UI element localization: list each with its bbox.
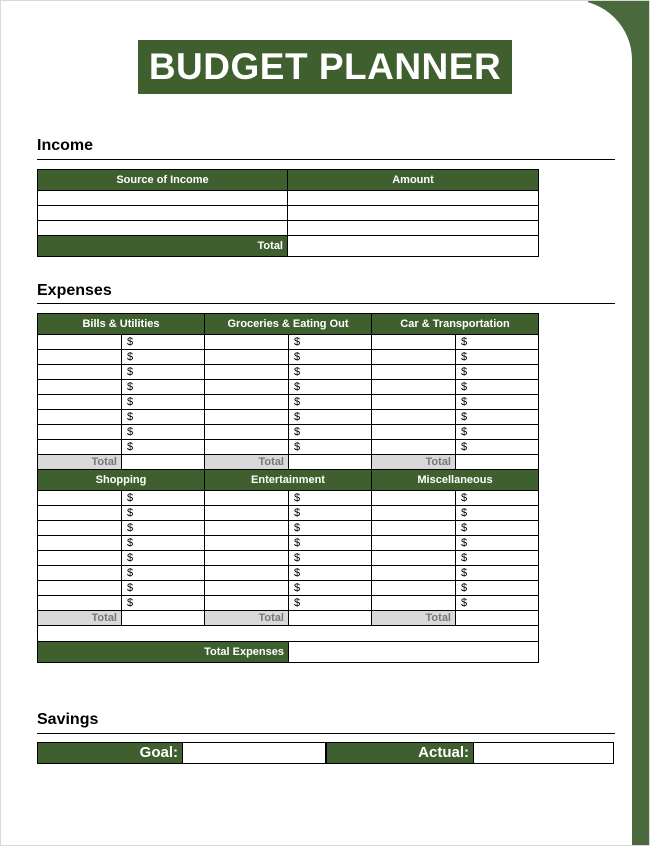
expense-item-cell[interactable]: [38, 566, 122, 581]
expense-item-cell[interactable]: [372, 521, 456, 536]
expense-amount-cell[interactable]: $: [289, 365, 372, 380]
income-amount-cell[interactable]: [288, 206, 539, 221]
expense-item-cell[interactable]: [205, 410, 289, 425]
category-header: Entertainment: [205, 470, 372, 491]
expense-amount-cell[interactable]: $: [122, 506, 205, 521]
expense-item-cell[interactable]: [372, 506, 456, 521]
expense-item-cell[interactable]: [205, 395, 289, 410]
expense-amount-cell[interactable]: $: [289, 521, 372, 536]
expense-amount-cell[interactable]: $: [456, 425, 539, 440]
expense-item-cell[interactable]: [205, 596, 289, 611]
expense-amount-cell[interactable]: $: [289, 551, 372, 566]
expense-item-cell[interactable]: [38, 596, 122, 611]
expense-amount-cell[interactable]: $: [456, 551, 539, 566]
expense-amount-cell[interactable]: $: [289, 596, 372, 611]
expense-item-cell[interactable]: [372, 596, 456, 611]
category-total-cell[interactable]: [122, 611, 205, 626]
expense-item-cell[interactable]: [38, 506, 122, 521]
income-rule: [37, 159, 615, 160]
income-source-header: Source of Income: [38, 170, 288, 191]
expense-amount-cell[interactable]: $: [122, 395, 205, 410]
expense-item-cell[interactable]: [205, 335, 289, 350]
expense-item-cell[interactable]: [372, 581, 456, 596]
expense-amount-cell[interactable]: $: [122, 596, 205, 611]
expense-amount-cell[interactable]: $: [289, 566, 372, 581]
expense-item-cell[interactable]: [205, 380, 289, 395]
expense-item-cell[interactable]: [372, 410, 456, 425]
savings-row: [37, 742, 614, 764]
expense-item-cell[interactable]: [38, 350, 122, 365]
income-source-cell[interactable]: [38, 191, 288, 206]
category-header: Shopping: [38, 470, 205, 491]
expense-item-cell[interactable]: [38, 335, 122, 350]
expense-item-cell[interactable]: [205, 506, 289, 521]
expense-amount-cell[interactable]: $: [456, 380, 539, 395]
expense-item-cell[interactable]: [38, 551, 122, 566]
expense-amount-cell[interactable]: $: [456, 395, 539, 410]
expense-item-cell[interactable]: [38, 581, 122, 596]
expense-item-cell[interactable]: [372, 425, 456, 440]
expense-amount-cell[interactable]: $: [456, 506, 539, 521]
expense-amount-cell[interactable]: $: [289, 506, 372, 521]
expense-amount-cell[interactable]: $: [289, 440, 372, 455]
savings-goal-field[interactable]: [182, 742, 326, 764]
income-source-cell[interactable]: [38, 221, 288, 236]
expense-amount-cell[interactable]: $: [122, 365, 205, 380]
expense-amount-cell[interactable]: $: [456, 521, 539, 536]
expense-amount-cell[interactable]: $: [289, 491, 372, 506]
expense-amount-cell[interactable]: $: [122, 536, 205, 551]
expense-item-cell[interactable]: [372, 335, 456, 350]
expense-item-cell[interactable]: [38, 440, 122, 455]
savings-actual-field[interactable]: [473, 742, 614, 764]
expense-amount-cell[interactable]: $: [122, 521, 205, 536]
expense-amount-cell[interactable]: $: [289, 425, 372, 440]
expense-item-cell[interactable]: [205, 350, 289, 365]
category-header: Miscellaneous: [372, 470, 539, 491]
expense-amount-cell[interactable]: $: [289, 395, 372, 410]
expense-item-cell[interactable]: [205, 440, 289, 455]
category-total-cell[interactable]: [456, 455, 539, 470]
savings-actual-label: Actual:: [326, 742, 474, 764]
expense-amount-cell[interactable]: $: [456, 491, 539, 506]
category-total-cell[interactable]: [289, 455, 372, 470]
expense-item-cell[interactable]: [372, 365, 456, 380]
expense-item-cell[interactable]: [205, 365, 289, 380]
total-expenses-label: Total Expenses: [38, 642, 289, 663]
expenses-table: [37, 313, 539, 663]
category-total-cell[interactable]: [456, 611, 539, 626]
expense-amount-cell[interactable]: $: [289, 410, 372, 425]
income-total-cell[interactable]: [288, 236, 539, 257]
category-total-label: Total: [38, 611, 122, 626]
expenses-heading: Expenses: [37, 282, 112, 299]
total-expenses-cell[interactable]: [289, 642, 539, 663]
expense-item-cell[interactable]: [372, 551, 456, 566]
expense-item-cell[interactable]: [205, 536, 289, 551]
expense-item-cell[interactable]: [38, 521, 122, 536]
expense-amount-cell[interactable]: $: [289, 335, 372, 350]
expense-amount-cell[interactable]: $: [122, 335, 205, 350]
expense-amount-cell[interactable]: $: [456, 410, 539, 425]
category-total-label: Total: [205, 611, 289, 626]
expense-amount-cell[interactable]: $: [456, 596, 539, 611]
savings-goal-label: Goal:: [37, 742, 183, 764]
expense-amount-cell[interactable]: $: [456, 350, 539, 365]
income-table: [37, 169, 539, 257]
expense-item-cell[interactable]: [372, 440, 456, 455]
expense-amount-cell[interactable]: $: [289, 581, 372, 596]
category-total-cell[interactable]: [289, 611, 372, 626]
expense-amount-cell[interactable]: $: [289, 536, 372, 551]
expense-item-cell[interactable]: [205, 425, 289, 440]
income-amount-header: Amount: [288, 170, 539, 191]
expense-amount-cell[interactable]: $: [456, 335, 539, 350]
page-title: BUDGET PLANNER: [138, 40, 512, 94]
expense-amount-cell[interactable]: $: [122, 410, 205, 425]
expense-amount-cell[interactable]: $: [122, 380, 205, 395]
expense-item-cell[interactable]: [205, 491, 289, 506]
expense-amount-cell[interactable]: $: [122, 566, 205, 581]
expenses-rule: [37, 303, 615, 304]
expense-amount-cell[interactable]: $: [122, 440, 205, 455]
expense-item-cell[interactable]: [205, 521, 289, 536]
expense-item-cell[interactable]: [205, 566, 289, 581]
income-source-cell[interactable]: [38, 206, 288, 221]
expense-item-cell[interactable]: [372, 395, 456, 410]
expense-amount-cell[interactable]: $: [456, 581, 539, 596]
expense-item-cell[interactable]: [38, 425, 122, 440]
category-header: Bills & Utilities: [38, 314, 205, 335]
income-total-label: Total: [38, 236, 288, 257]
expense-amount-cell[interactable]: $: [122, 551, 205, 566]
income-amount-cell[interactable]: [288, 191, 539, 206]
category-header: Car & Transportation: [372, 314, 539, 335]
expense-item-cell[interactable]: [38, 365, 122, 380]
expense-item-cell[interactable]: [372, 566, 456, 581]
category-total-label: Total: [372, 611, 456, 626]
expense-item-cell[interactable]: [372, 491, 456, 506]
expense-amount-cell[interactable]: $: [456, 440, 539, 455]
expense-amount-cell[interactable]: $: [122, 350, 205, 365]
category-total-label: Total: [372, 455, 456, 470]
category-header: Groceries & Eating Out: [205, 314, 372, 335]
expense-item-cell[interactable]: [372, 380, 456, 395]
category-total-label: Total: [205, 455, 289, 470]
expense-amount-cell[interactable]: $: [289, 380, 372, 395]
expense-amount-cell[interactable]: $: [122, 491, 205, 506]
income-heading: Income: [37, 137, 94, 154]
category-total-cell[interactable]: [122, 455, 205, 470]
category-total-label: Total: [38, 455, 122, 470]
expense-item-cell[interactable]: [38, 410, 122, 425]
expense-amount-cell[interactable]: $: [122, 581, 205, 596]
savings-heading: Savings: [37, 711, 99, 728]
expense-item-cell[interactable]: [38, 491, 122, 506]
expense-item-cell[interactable]: [38, 536, 122, 551]
spacer-row: [38, 626, 539, 642]
expense-item-cell[interactable]: [372, 350, 456, 365]
savings-rule: [37, 733, 615, 734]
expense-amount-cell[interactable]: $: [122, 425, 205, 440]
expense-amount-cell[interactable]: $: [456, 536, 539, 551]
expense-item-cell[interactable]: [205, 581, 289, 596]
expense-amount-cell[interactable]: $: [456, 566, 539, 581]
expense-item-cell[interactable]: [38, 380, 122, 395]
expense-item-cell[interactable]: [372, 536, 456, 551]
income-amount-cell[interactable]: [288, 221, 539, 236]
expense-amount-cell[interactable]: $: [289, 350, 372, 365]
expense-item-cell[interactable]: [205, 551, 289, 566]
expense-item-cell[interactable]: [38, 395, 122, 410]
expense-amount-cell[interactable]: $: [456, 365, 539, 380]
decorative-corner: [572, 0, 632, 846]
